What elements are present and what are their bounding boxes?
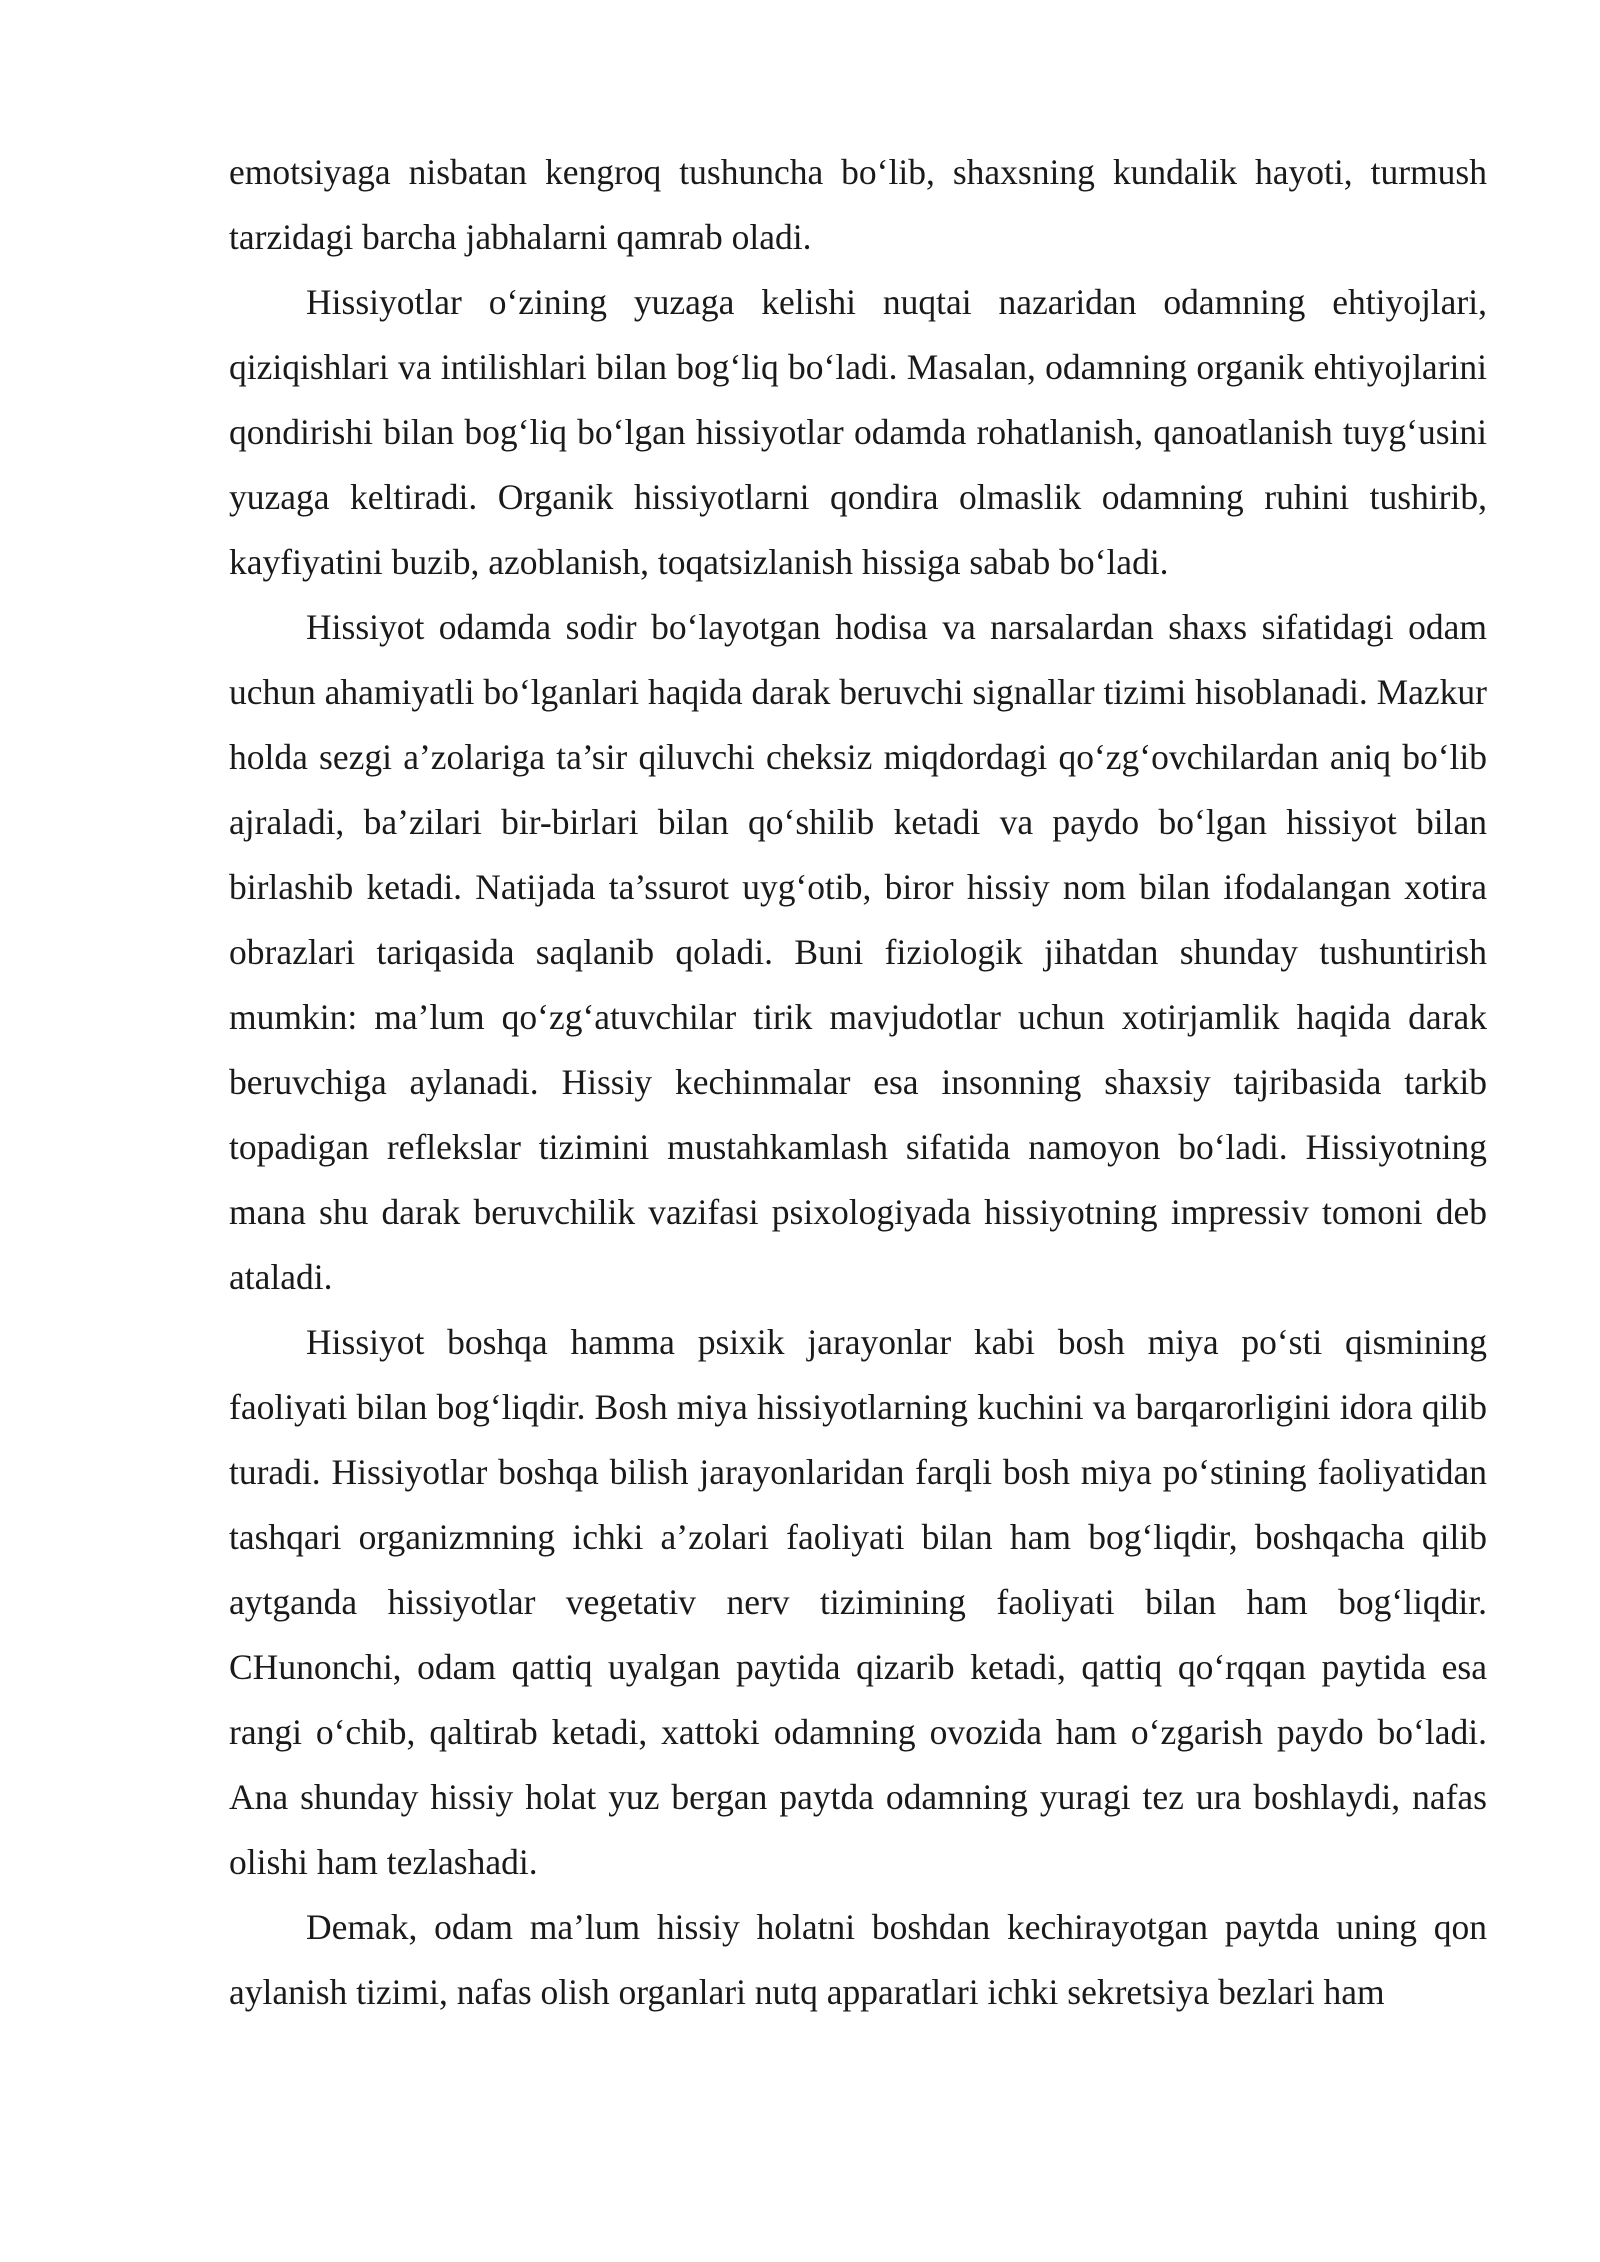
paragraph-continuation: emotsiyaga nisbatan kengroq tushuncha bo‘lib, shaxsning kundalik hayoti, turmush tarzidagi barcha jabhalarni qamrab oladi. [229, 152, 1487, 257]
paragraph-hissiyot-bosh-miya: Hissiyot boshqa hamma psixik jarayonlar kabi bosh miya po‘sti qismining faoliyati bilan bog‘liqdir. Bosh miya hissiyotlarning kuchini va barqarorligini idora qilib turadi. Hissiyotlar boshqa bilish jarayonlaridan farqli bosh miya po‘stining faoliyatidan tashqari organizmning ichki a’zolari faoliyati bilan ham bog‘liqdir, boshqacha qilib aytganda hissiyotlar vegetativ nerv tizimining faoliyati bilan ham bog‘liqdir. CHunonchi, odam qattiq uyalgan paytida qizarib ketadi, qattiq qo‘rqqan paytida esa rangi o‘chib, qaltirab ketadi, xattoki odamning ovozida ham o‘zgarish paydo bo‘ladi. Ana shunday hissiy holat yuz bergan paytda odamning yuragi tez ura boshlaydi, nafas olishi ham tezlashadi. [229, 1322, 1487, 1882]
document-page [229, 140, 1487, 2025]
paragraph-hissiyot-signallar: Hissiyot odamda sodir bo‘layotgan hodisa va narsalardan shaxs sifatidagi odam uchun ahamiyatli bo‘lganlari haqida darak beruvchi signallar tizimi hisoblanadi. Mazkur holda sezgi a’zolariga ta’sir qiluvchi cheksiz miqdordagi qo‘zg‘ovchilardan aniq bo‘lib ajraladi, ba’zilari bir-birlari bilan qo‘shilib ketadi va paydo bo‘lgan hissiyot bilan birlashib ketadi. Natijada ta’ssurot uyg‘otib, biror hissiy nom bilan ifodalangan xotira obrazlari tariqasida saqlanib qoladi. Buni fiziologik jihatdan shunday tushuntirish mumkin: ma’lum qo‘zg‘atuvchilar tirik mavjudotlar uchun xotirjamlik haqida darak beruvchiga aylanadi. Hissiy kechinmalar esa insonning shaxsiy tajribasida tarkib topadigan reflekslar tizimini mustahkamlash sifatida namoyon bo‘ladi. Hissiyotning mana shu darak beruvchilik vazifasi psixologiyada hissiyotning impressiv tomoni deb ataladi. [229, 607, 1487, 1297]
paragraph-demak: Demak, odam ma’lum hissiy holatni boshdan kechirayotgan paytda uning qon aylanish tizimi, nafas olish organlari nutq apparatlari ichki sekretsiya bezlari ham [229, 1907, 1487, 2012]
paragraph-hissiyotlar-ehtiyojlar: Hissiyotlar o‘zining yuzaga kelishi nuqtai nazaridan odamning ehtiyojlari, qiziqishlari va intilishlari bilan bog‘liq bo‘ladi. Masalan, odamning organik ehtiyojlarini qondirishi bilan bog‘liq bo‘lgan hissiyotlar odamda rohatlanish, qanoatlanish tuyg‘usini yuzaga keltiradi. Organik hissiyotlarni qondira olmaslik odamning ruhini tushirib, kayfiyatini buzib, azoblanish, toqatsizlanish hissiga sabab bo‘ladi. [229, 282, 1487, 582]
